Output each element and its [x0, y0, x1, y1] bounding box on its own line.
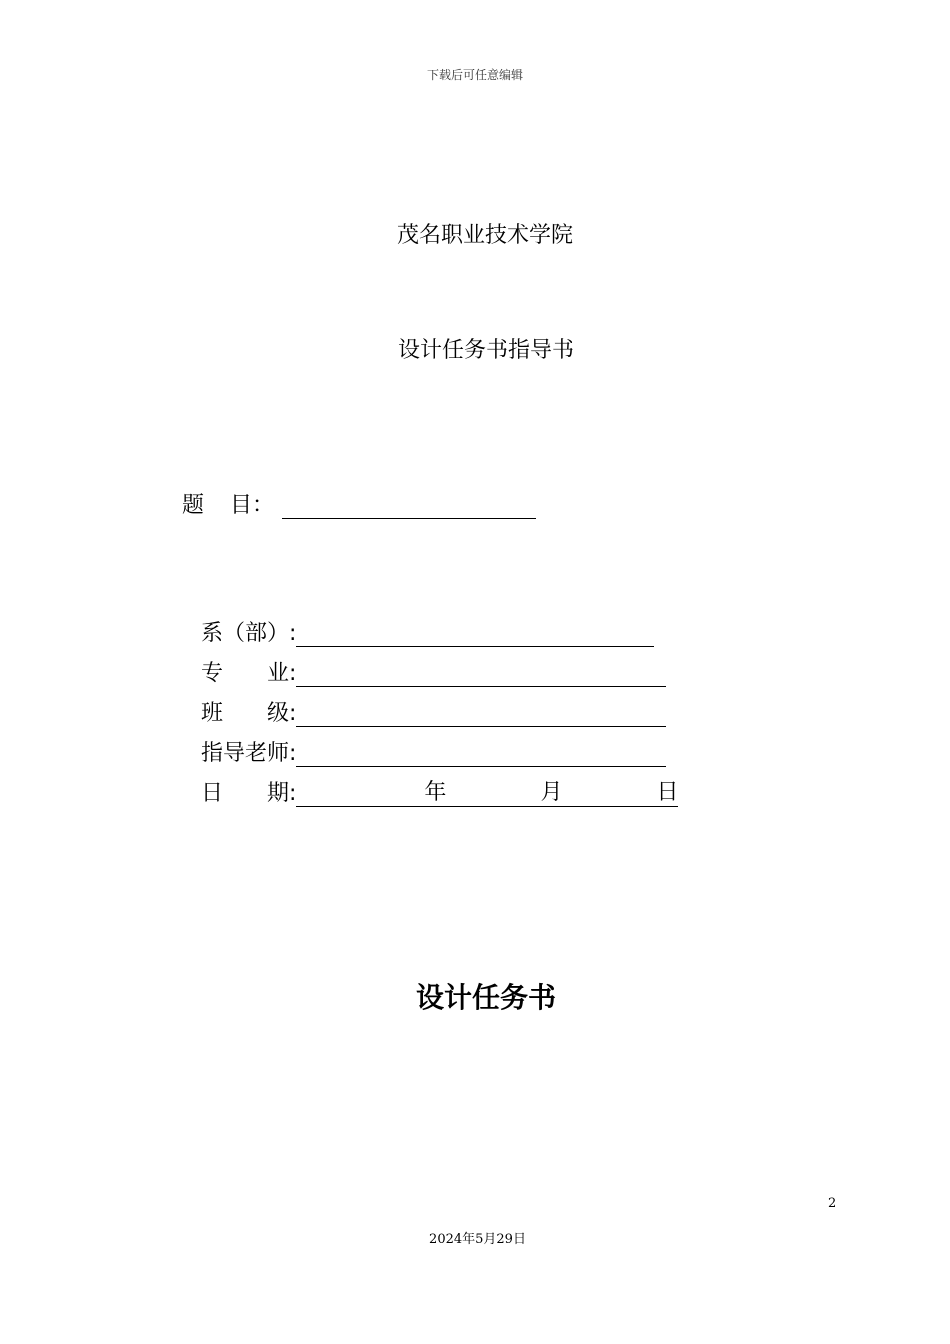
topic-row [182, 488, 536, 519]
major-label: 专 业: [201, 661, 297, 686]
major-row [201, 657, 666, 687]
page-number: 2 [828, 1196, 837, 1211]
class-blank-line[interactable] [296, 702, 666, 727]
class-row [201, 697, 666, 727]
major-blank-line[interactable] [296, 662, 666, 687]
date-month-unit: 月 [540, 780, 563, 805]
date-year-unit: 年 [424, 780, 447, 805]
advisor-row [201, 737, 666, 767]
class-label: 班 级: [201, 701, 297, 726]
department-label: 系（部）: [201, 621, 297, 646]
advisor-label: 指导老师: [201, 741, 297, 766]
date-day-unit: 日 [656, 780, 679, 805]
header-note: 下载后可任意编辑 [426, 68, 523, 82]
advisor-blank-line[interactable] [296, 742, 666, 767]
footer-date: 2024年5月29日 [429, 1232, 526, 1247]
date-label: 日 期: [201, 781, 297, 806]
topic-blank-line[interactable] [282, 494, 536, 519]
document-subtitle: 设计任务书指导书 [397, 338, 574, 363]
topic-label-a: 题 [182, 493, 205, 518]
school-name: 茂名职业技术学院 [396, 223, 573, 248]
date-blank-line[interactable] [296, 778, 678, 807]
topic-label-b: 目： [230, 493, 275, 518]
section-title: 设计任务书 [415, 981, 556, 1014]
department-row [201, 617, 654, 647]
department-blank-line[interactable] [296, 622, 654, 647]
date-row [201, 777, 678, 807]
